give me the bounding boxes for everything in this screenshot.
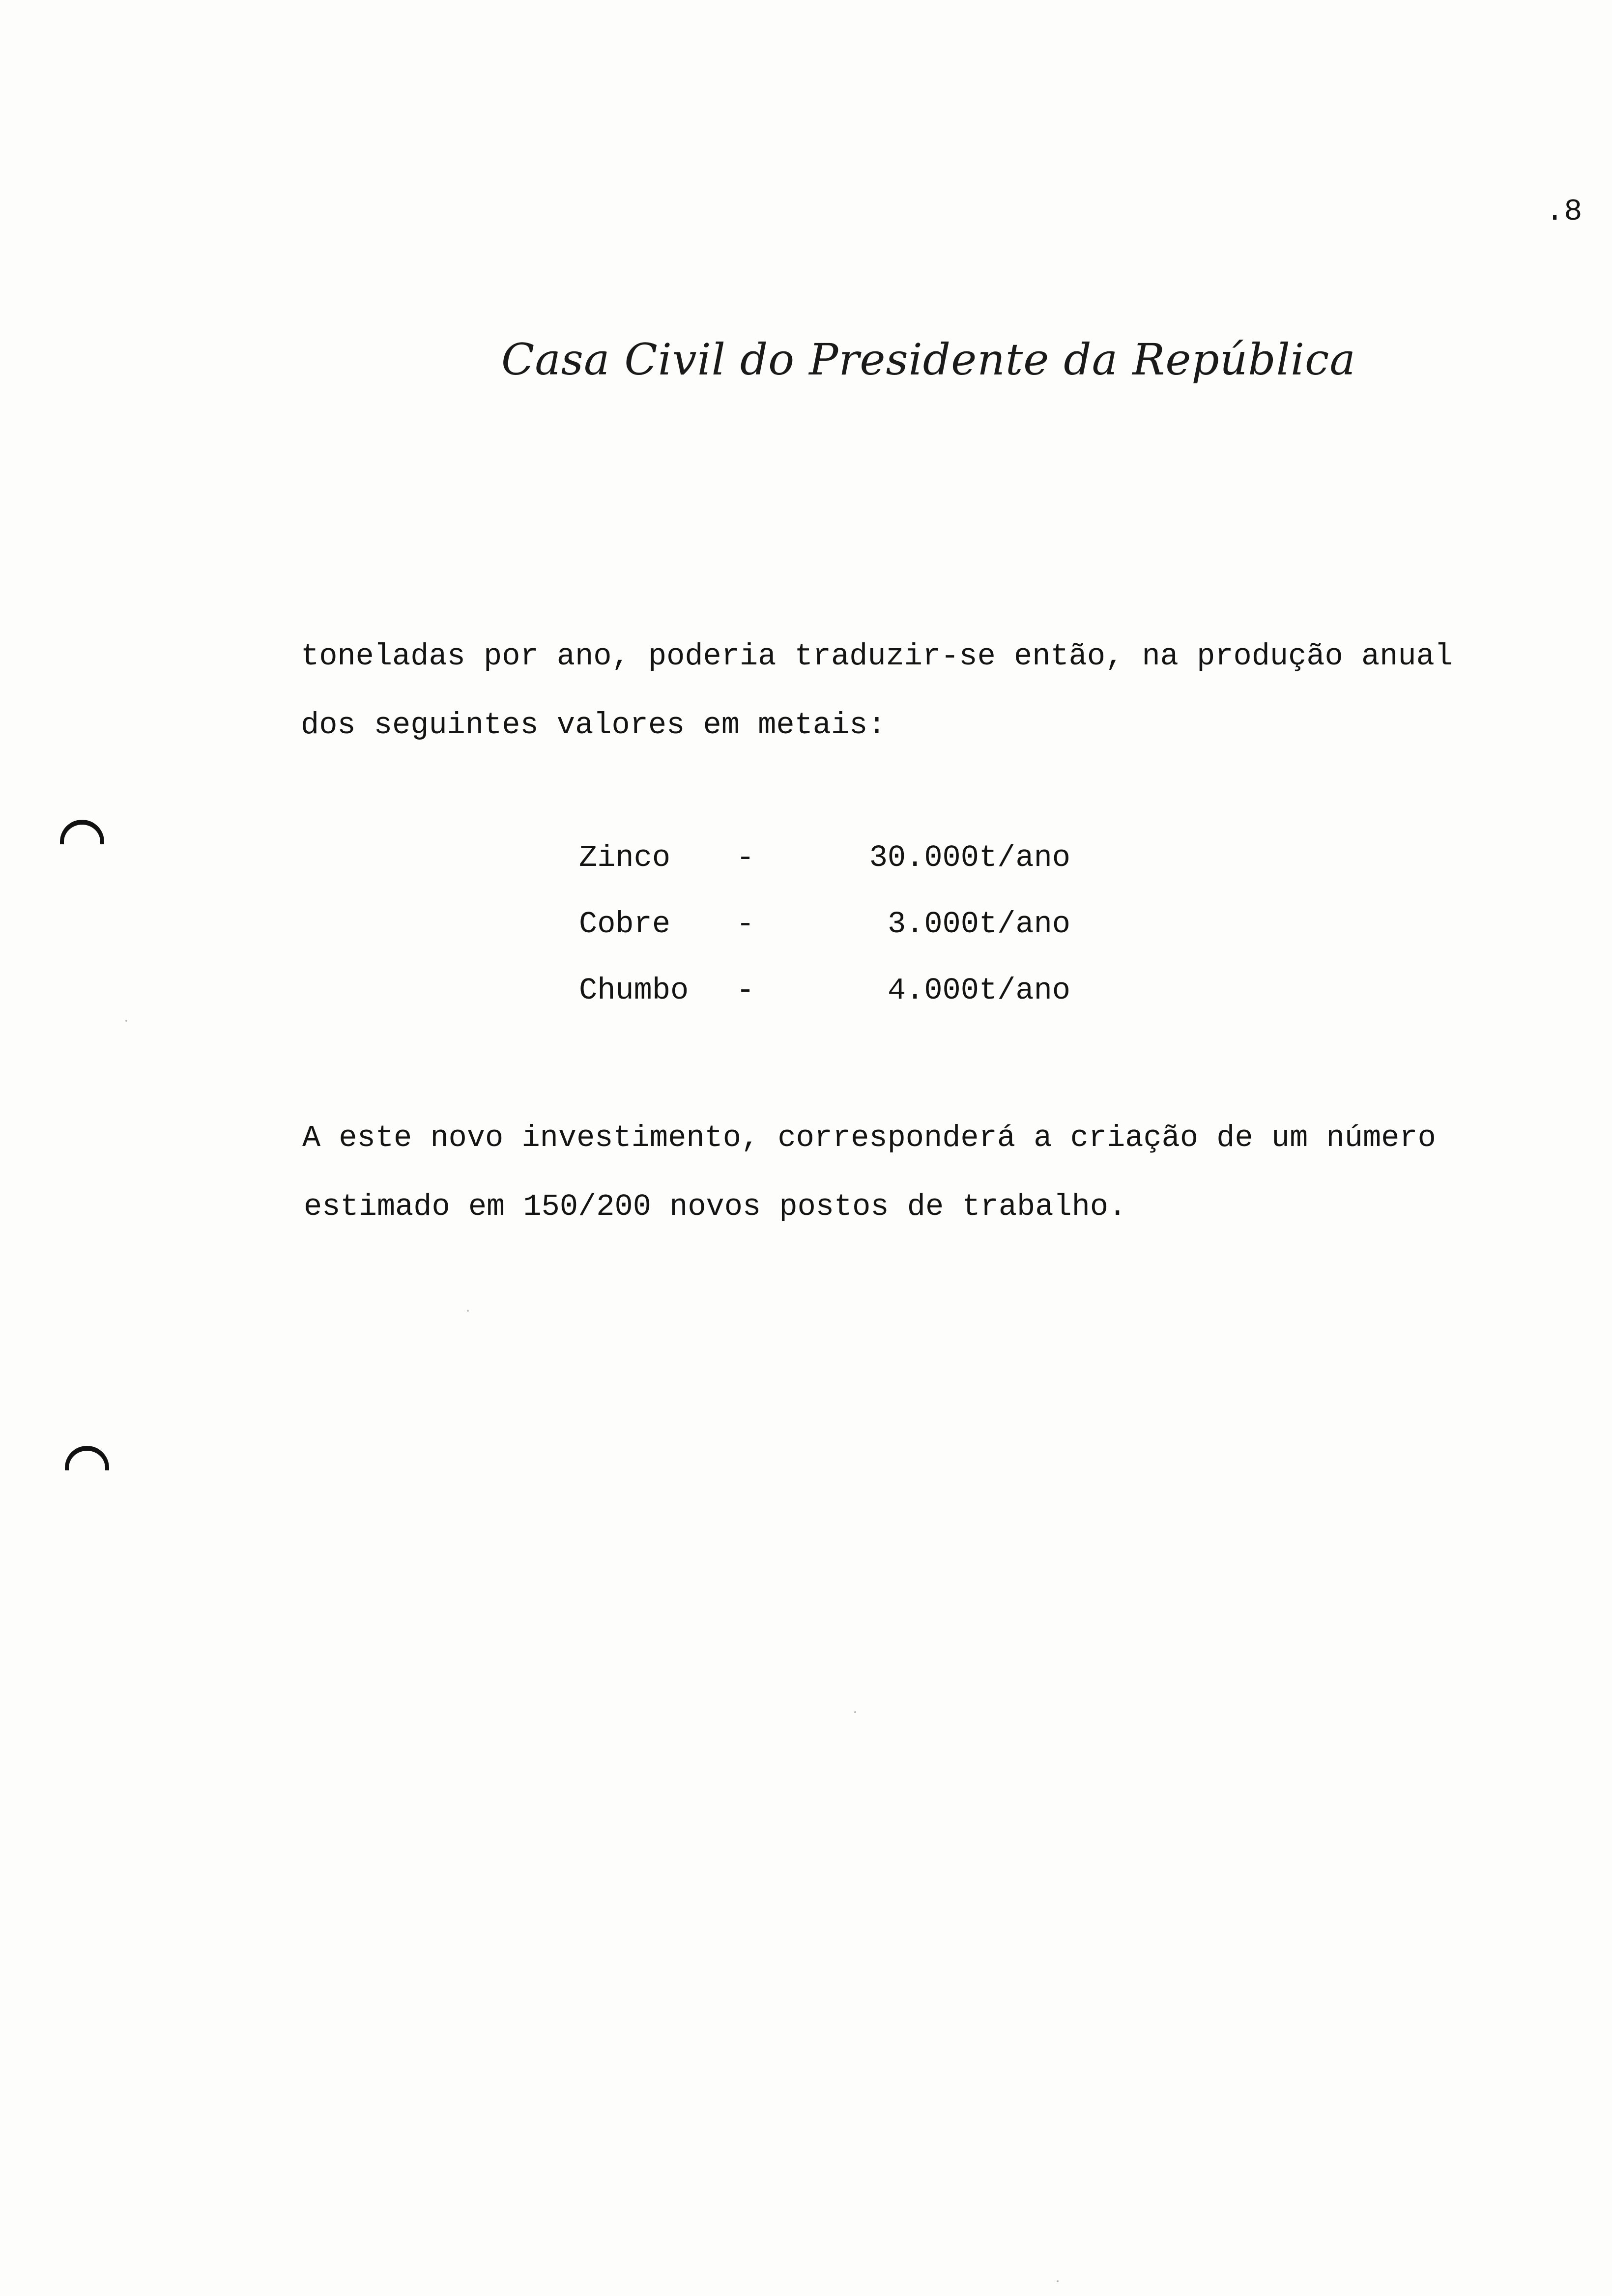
metal-dash: - [736, 973, 755, 1008]
metal-name: Chumbo [579, 973, 689, 1008]
paragraph-line-2: dos seguintes valores em metais: [301, 708, 886, 743]
metal-value: 4.000t/ano [887, 973, 1070, 1008]
metal-row-chumbo [579, 973, 1070, 1012]
letterhead-title: Casa Civil do Presidente da República [501, 334, 1356, 385]
scan-speck [1057, 2280, 1059, 2282]
punch-hole-mark [65, 1446, 109, 1470]
paragraph-line-4: estimado em 150/200 novos postos de trabalho. [304, 1189, 1127, 1224]
metal-dash: - [736, 840, 755, 875]
metal-name: Zinco [579, 840, 671, 875]
metal-dash: - [736, 907, 755, 942]
scan-speck [854, 1711, 856, 1713]
punch-hole-mark [60, 820, 104, 844]
paragraph-line-1: toneladas por ano, poderia traduzir-se então, na produção anual [301, 639, 1453, 674]
metal-value: 3.000t/ano [887, 907, 1070, 942]
paragraph-line-3: A este novo investimento, corresponderá a criação de um número [302, 1120, 1436, 1155]
metal-name: Cobre [579, 907, 671, 942]
metal-value: 30.000t/ano [869, 840, 1070, 875]
page-number: .8 [1546, 194, 1583, 229]
scan-speck [125, 1020, 127, 1022]
metal-row-cobre [579, 907, 1070, 946]
scan-speck [467, 1310, 469, 1312]
metal-row-zinco [579, 840, 1070, 880]
